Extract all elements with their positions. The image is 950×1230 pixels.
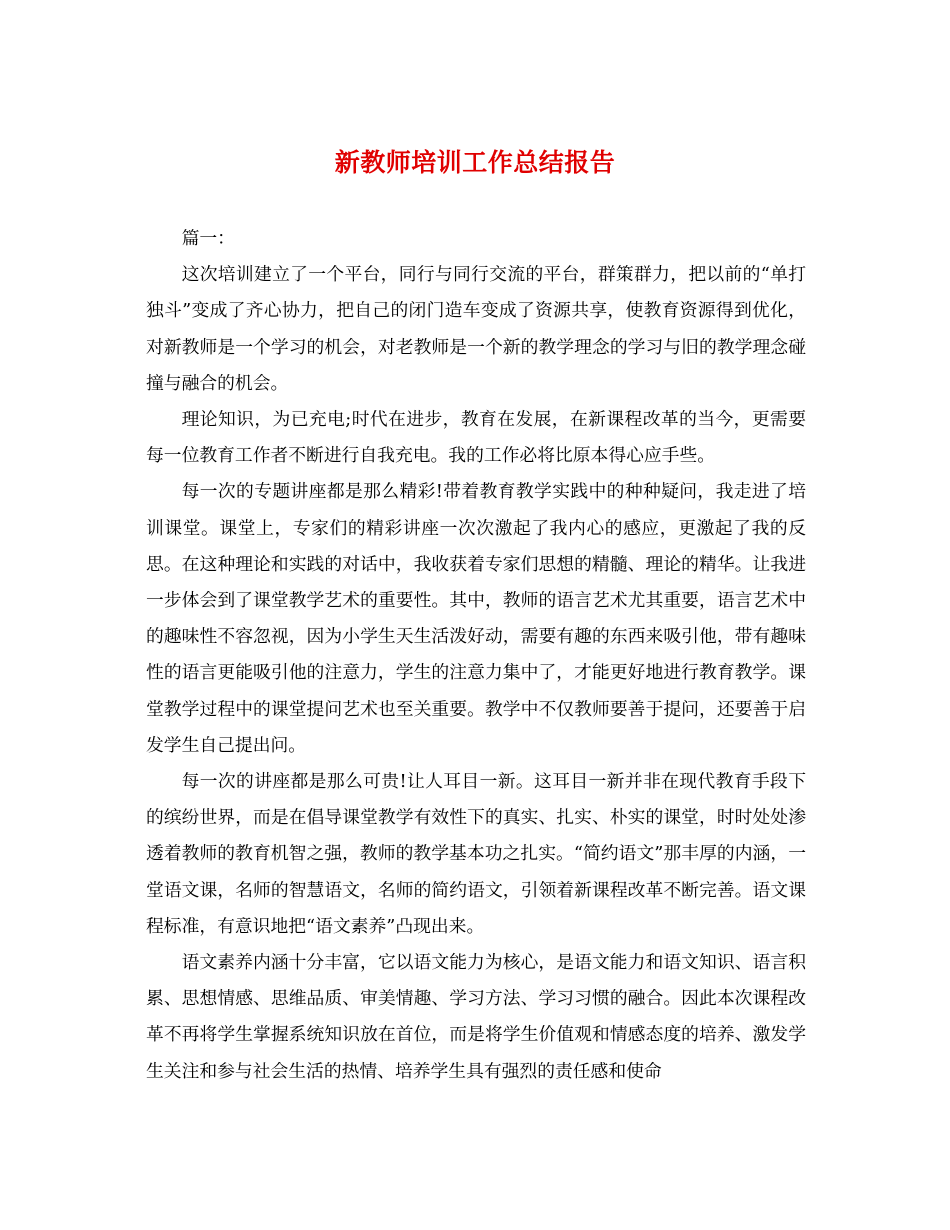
- section-heading: 篇一：: [181, 228, 235, 249]
- body-paragraph: 这次培训建立了一个平台，同行与同行交流的平台，群策群力，把以前的“单打独斗”变成了齐心协力，把自己的闭门造车变成了资源共享，使教育资源得到优化，对新教师是一个学习的机会，对老教师是一个新的教学理念的学习与旧的教学理念碰撞与融合的机会。: [146, 264, 806, 394]
- body-paragraph: 语文素养内涵十分丰富，它以语文能力为核心，是语文能力和语文知识、语言积累、思想情感、思维品质、审美情趣、学习方法、学习习惯的融合。因此本次课程改革不再将学生掌握系统知识放在首位，而是将学生价值观和情感态度的培养、激发学生关注和参与社会生活的热情、培养学生具有强烈的责任感和使命: [146, 952, 806, 1082]
- body-paragraph: 每一次的讲座都是那么可贵!让人耳目一新。这耳目一新并非在现代教育手段下的缤纷世界，而是在倡导课堂教学有效性下的真实、扎实、朴实的课堂，时时处处渗透着教师的教育机智之强，教师的教学基本功之扎实。“简约语文”那丰厚的内涵，一堂语文课，名师的智慧语文，名师的简约语文，引领着新课程改革不断完善。语文课程标准，有意识地把“语文素养”凸现出来。: [146, 771, 806, 937]
- document-body: [146, 221, 806, 1090]
- document-title: 新教师培训工作总结报告: [334, 148, 616, 177]
- body-paragraph: 每一次的专题讲座都是那么精彩!带着教育教学实践中的种种疑问，我走进了培训课堂。课堂上，专家们的精彩讲座一次次激起了我内心的感应，更激起了我的反思。在这种理论和实践的对话中，我收获着专家们思想的精髓、理论的精华。让我进一步体会到了课堂教学艺术的重要性。其中，教师的语言艺术尤其重要，语言艺术中的趣味性不容忽视，因为小学生天生活泼好动，需要有趣的东西来吸引他，带有趣味性的语言更能吸引他的注意力，学生的注意力集中了，才能更好地进行教育教学。课堂教学过程中的课堂提问艺术也至关重要。教学中不仅教师要善于提问，还要善于启发学生自己提出问。: [146, 481, 806, 756]
- body-paragraph: 理论知识，为已充电;时代在进步，教育在发展，在新课程改革的当今，更需要每一位教育工作者不断进行自我充电。我的工作必将比原本得心应手些。: [146, 409, 806, 467]
